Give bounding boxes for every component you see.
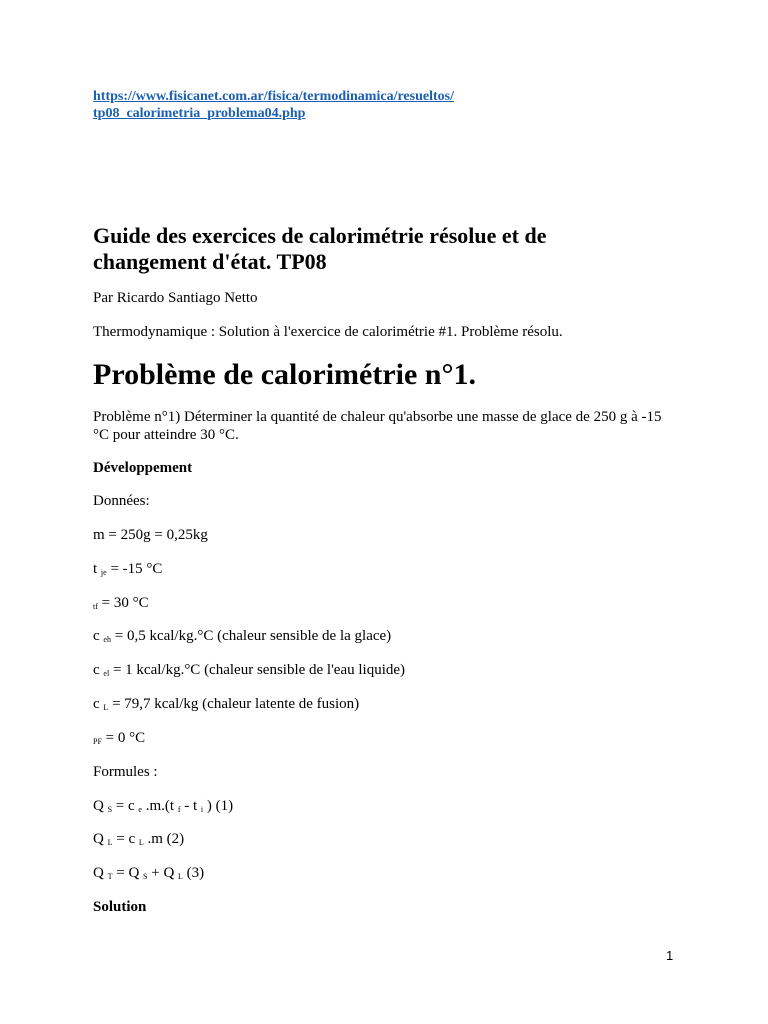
- subscript: T: [107, 872, 113, 881]
- data-mass: m = 250g = 0,25kg: [93, 527, 208, 543]
- subscript: S: [107, 805, 113, 814]
- subscript: S: [143, 872, 148, 881]
- data-melting-point: [93, 729, 145, 747]
- symbol: t: [93, 561, 98, 577]
- term: Q: [93, 831, 104, 847]
- subscript: eh: [103, 635, 111, 644]
- source-url: [93, 88, 454, 122]
- data-initial-temperature: [93, 560, 162, 578]
- term: Q: [93, 798, 104, 814]
- subscript: L: [107, 838, 113, 847]
- data-label: Données:: [93, 493, 150, 509]
- problem-heading: Problème de calorimétrie n°1.: [93, 358, 476, 391]
- data-latent-heat: [93, 695, 359, 713]
- subscript: e: [138, 805, 142, 814]
- term: + Q: [147, 865, 175, 881]
- symbol: c: [93, 662, 100, 678]
- subscript: el: [103, 669, 110, 678]
- source-url-link-line1[interactable]: https://www.fisicanet.com.ar/fisica/termodinamica/resueltos/: [93, 89, 454, 104]
- subscript: je: [100, 568, 107, 577]
- term: ) (1): [203, 798, 234, 814]
- value: = 79,7 kcal/kg (chaleur latente de fusion): [108, 696, 360, 712]
- guide-title: Guide des exercices de calorimétrie résolue et de changement d'état. TP08: [93, 223, 547, 274]
- page-number: 1: [666, 948, 674, 963]
- term: .m (2): [143, 831, 185, 847]
- intro-line: Thermodynamique : Solution à l'exercice de calorimétrie #1. Problème résolu.: [93, 324, 563, 340]
- data-final-temperature: [93, 594, 149, 612]
- formula-2: [93, 830, 184, 848]
- author-line: Par Ricardo Santiago Netto: [93, 290, 258, 306]
- term: (3): [182, 865, 205, 881]
- symbol: c: [93, 628, 100, 644]
- value: = 0,5 kcal/kg.°C (chaleur sensible de la glace): [110, 628, 392, 644]
- subscript: L: [103, 703, 109, 712]
- data-ice-specific-heat: [93, 627, 391, 645]
- subscript: tf: [93, 602, 98, 611]
- term: = c: [112, 798, 135, 814]
- value: = 1 kcal/kg.°C (chaleur sensible de l'eau liquide): [109, 662, 406, 678]
- term: - t: [180, 798, 198, 814]
- problem-statement: Problème n°1) Déterminer la quantité de chaleur qu'absorbe une masse de glace de 250 g à -15 °C pour atteindre 30 °C.: [93, 409, 662, 443]
- symbol: c: [93, 696, 100, 712]
- term: = Q: [112, 865, 140, 881]
- term: = c: [112, 831, 136, 847]
- development-label: Développement: [93, 460, 193, 476]
- formulas-label: Formules :: [93, 764, 158, 780]
- formula-3: [93, 864, 204, 882]
- value: = -15 °C: [106, 561, 163, 577]
- value: = 0 °C: [101, 730, 146, 746]
- subscript: L: [138, 838, 144, 847]
- subscript: i: [200, 805, 204, 814]
- value: = 30 °C: [97, 595, 149, 611]
- solution-label: Solution: [93, 899, 147, 915]
- term: Q: [93, 865, 104, 881]
- subscript: f: [177, 805, 181, 814]
- formula-1: [93, 797, 233, 815]
- subscript: L: [178, 872, 183, 881]
- data-water-specific-heat: [93, 661, 405, 679]
- source-url-link-line2[interactable]: tp08_calorimetria_problema04.php: [93, 106, 306, 121]
- term: .m.(t: [141, 798, 175, 814]
- subscript: PF: [93, 737, 102, 746]
